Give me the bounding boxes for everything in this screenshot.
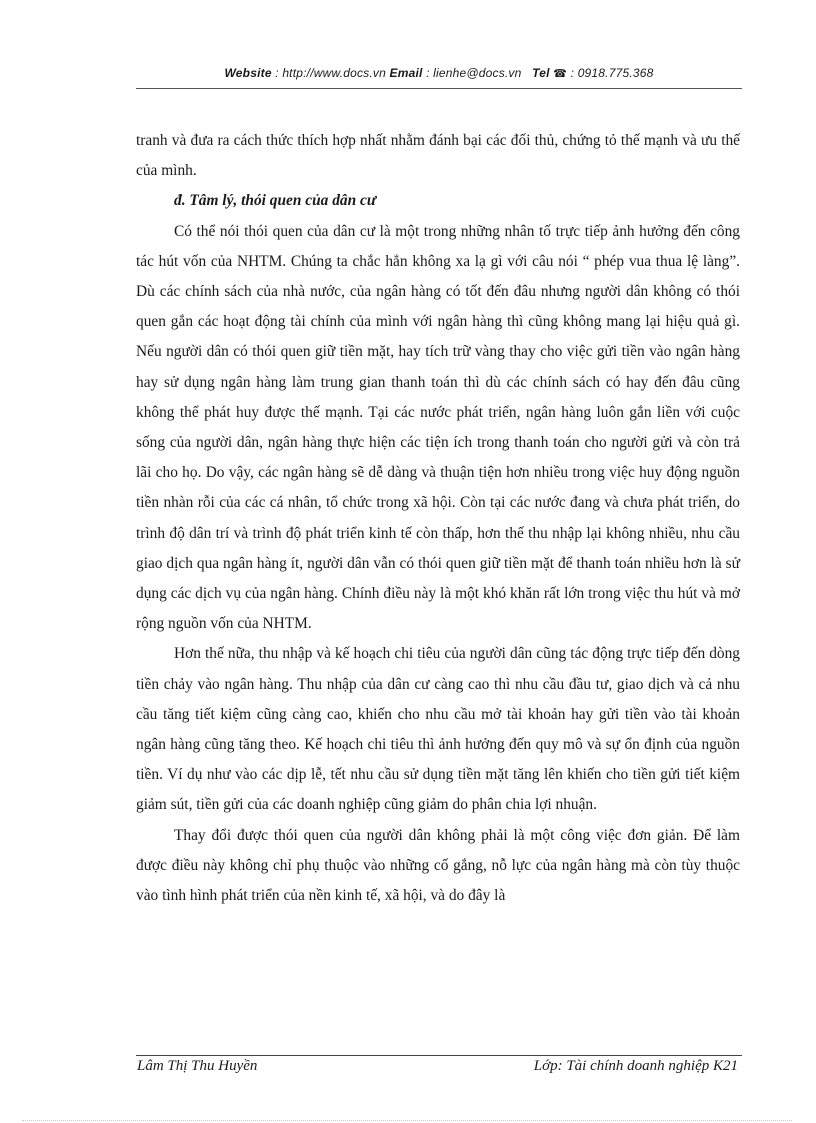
tel-label: Tel	[532, 66, 550, 80]
email-label: Email	[389, 66, 423, 80]
page-header	[136, 66, 742, 80]
tel-separator: :	[567, 66, 578, 80]
document-body	[136, 126, 740, 911]
website-label: Website	[224, 66, 272, 80]
footer-class: Lớp: Tài chính doanh nghiệp K21	[533, 1058, 738, 1074]
section-subheading: đ. Tâm lý, thói quen của dân cư	[174, 192, 377, 210]
paragraph-intro: tranh và đưa ra cách thức thích hợp nhất nhằm đánh bại các đối thủ, chứng tỏ thế mạnh và ưu thế của mình.	[136, 132, 740, 180]
footer-author: Lâm Thị Thu Huyền	[137, 1058, 258, 1074]
paragraph-change: Thay đổi được thói quen của người dân không phải là một công việc đơn giản. Để làm được điều này không chỉ phụ thuộc vào những cố gắng, nỗ lực của ngân hàng mà còn tùy thuộc vào tình hình phát triển của nền kinh tế, xã hội, và do đây là	[136, 826, 740, 905]
website-url: http://www.docs.vn	[282, 66, 386, 80]
page-bottom-edge	[22, 1120, 792, 1121]
phone-icon: ☎	[553, 68, 568, 80]
footer-divider	[136, 1055, 742, 1056]
paragraph-habits: Có thể nói thói quen của dân cư là một trong những nhân tố trực tiếp ảnh hưởng đến công tác hút vốn của NHTM. Chúng ta chắc hẳn không xa lạ gì với câu nói “ phép vua thua lệ làng”. Dù các chính sách của nhà nước, của ngân hàng có tốt đến đâu nhưng người dân không có thói quen gắn các hoạt động tài chính của mình với ngân hàng thì cũng không mang lại hiệu quả gì. Nếu người dân có thói quen giữ tiền mặt, hay tích trữ vàng thay cho việc gửi tiền vào ngân hàng hay sử dụng ngân hàng làm trung gian thanh toán thì dù các chính sách có hay đến đâu cũng không thể phát huy được thế mạnh. Tại các nước phát triển, ngân hàng luôn gắn liền với cuộc sống của người dân, ngân hàng thực hiện các tiện ích trong thanh toán cho người gửi và còn trả lãi cho họ. Do vậy, các ngân hàng sẽ dễ dàng và thuận tiện hơn nhiều trong việc huy động nguồn tiền nhàn rỗi của các cá nhân, tổ chức trong xã hội. Còn tại các nước đang và chưa phát triển, do trình độ dân trí và trình độ phát triển kinh tế còn thấp, hơn thế thu nhập lại không nhiều, nhu cầu giao dịch qua ngân hàng ít, người dân vẫn có thói quen giữ tiền mặt để thanh toán nhiều hơn là sử dụng các dịch vụ của ngân hàng. Chính điều này là một khó khăn rất lớn trong việc thu hút và mở rộng nguồn vốn của NHTM.	[136, 222, 740, 633]
email-separator: :	[422, 66, 434, 80]
email-address: lienhe@docs.vn	[433, 66, 522, 80]
tel-number: 0918.775.368	[577, 66, 654, 80]
website-separator: :	[271, 66, 283, 80]
paragraph-income: Hơn thế nữa, thu nhập và kế hoạch chi tiêu của người dân cũng tác động trực tiếp đến dòng tiền chảy vào ngân hàng. Thu nhập của dân cư càng cao thì nhu cầu đầu tư, giao dịch và cả nhu cầu tăng tiết kiệm cũng càng cao, khiến cho nhu cầu mở tài khoản hay gửi tiền vào tài khoản ngân hàng cũng tăng theo. Kế hoạch chi tiêu thì ảnh hưởng đến quy mô và sự ổn định của nguồn tiền. Ví dụ như vào các dịp lễ, tết nhu cầu sử dụng tiền mặt tăng lên khiến cho tiền gửi tiết kiệm giảm sút, tiền gửi của các doanh nghiệp cũng giảm do phân chia lợi nhuận.	[136, 645, 740, 814]
header-divider	[136, 88, 742, 89]
